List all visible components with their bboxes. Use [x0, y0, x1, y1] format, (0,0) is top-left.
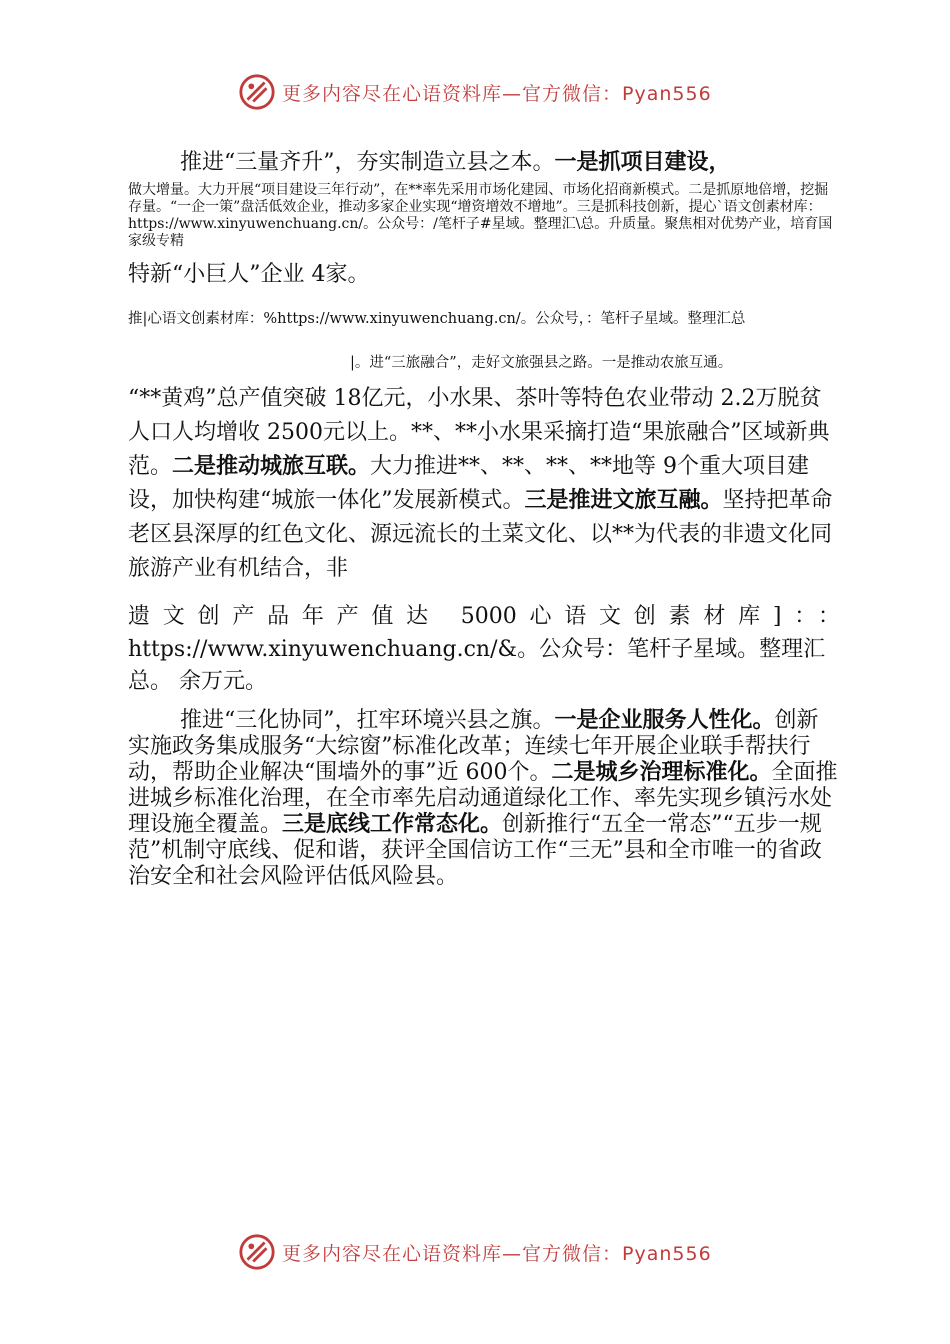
p3-body3: 创新推行“五全一常态”“五步一规范”机制守底线、促和谐，获评全国信访工作“三无”县和全市唯一的省政治安全和社会风险评估低风险县。	[128, 812, 822, 889]
brand-logo-icon	[238, 73, 276, 111]
paragraph-2	[128, 304, 840, 698]
brand-logo-icon	[238, 1233, 276, 1271]
p3-body2: 全面推进城乡标准化治理，在全市率先启动通道绿化工作、率先实现乡镇污水处理设施全覆盖。	[128, 760, 838, 837]
p1-lead: 推进“三量齐升”，夯实制造立县之本。	[180, 150, 555, 175]
p1-tail: 特新“小巨人”企业 4家。	[128, 262, 370, 287]
p2-body3: 坚持把革命老区县深厚的红色文化、源远流长的土菜文化、以**为代表的非遗文化同旅游产业有机结合，非	[128, 488, 833, 581]
p2-line1: 推|心语文创素材库：%https://www.xinyuwenchuang.cn/。公众号，：笔杆子星域。整理汇总	[128, 311, 746, 327]
page-footer	[238, 1232, 712, 1272]
header-text: 更多内容尽在心语资料库—官方微信：Pyan556	[282, 82, 712, 105]
p1-small-text: 做大增量。大力开展“项目建设三年行动”，在**率先采用市场化建园、市场化招商新模式。二是抓原地倍增，挖掘存量。“一企一策”盘活低效企业，推动多家企业实现“增资增效不增地”。三是抓科技创新，提心`语文创素材库：https://www.xinyuwenchuang.cn/。公众号：/笔杆子#星域。整理汇\总。升质量。聚焦相对优势产业，培育国家级专精	[128, 182, 833, 249]
paragraph-3	[128, 708, 840, 890]
footer-text: 更多内容尽在心语资料库—官方微信：Pyan556	[282, 1242, 712, 1265]
p2-line2: |。进“三旅融合”，走好文旅强县之路。一是推动农旅互通。	[350, 355, 733, 371]
p1-bold: 一是抓项目建设，	[554, 150, 731, 175]
page-header	[238, 72, 712, 112]
p2-body1: “**黄鸡”总产值突破 18亿元，小水果、茶叶等特色农业带动 2.2万脱贫人口人均增收 2500元以上。**、**小水果采摘打造“果旅融合”区域新典范。	[128, 386, 830, 479]
p3-lead: 推进“三化协同”，扛牢环境兴县之旗。	[180, 708, 555, 733]
p3-bold1: 一是企业服务人性化。	[554, 708, 775, 733]
p2-bold1: 二是推动城旅互联。	[172, 454, 371, 479]
p2-url-line: https://www.xinyuwenchuang.cn/&。公众号：笔杆子星域。整理汇总。 余万元。	[128, 637, 826, 694]
paragraph-1	[128, 146, 840, 292]
p2-justified-line: 遗文创产品年产值达 5000心语文创素材库]：：	[128, 604, 840, 629]
p3-body1: 创新实施政务集成服务“大综窗”标准化改革；连续七年开展企业联手帮扶行动，帮助企业解决“围墙外的事”近 600个。	[128, 708, 819, 785]
p3-bold2: 二是城乡治理标准化。	[551, 760, 772, 785]
document-body	[128, 146, 840, 890]
p2-body2: 大力推进**、**、**、**地等 9个重大项目建设，加快构建“城旅一体化”发展新模式。	[128, 454, 810, 513]
p2-bold2: 三是推进文旅互融。	[524, 488, 723, 513]
p3-bold3: 三是底线工作常态化。	[282, 812, 503, 837]
